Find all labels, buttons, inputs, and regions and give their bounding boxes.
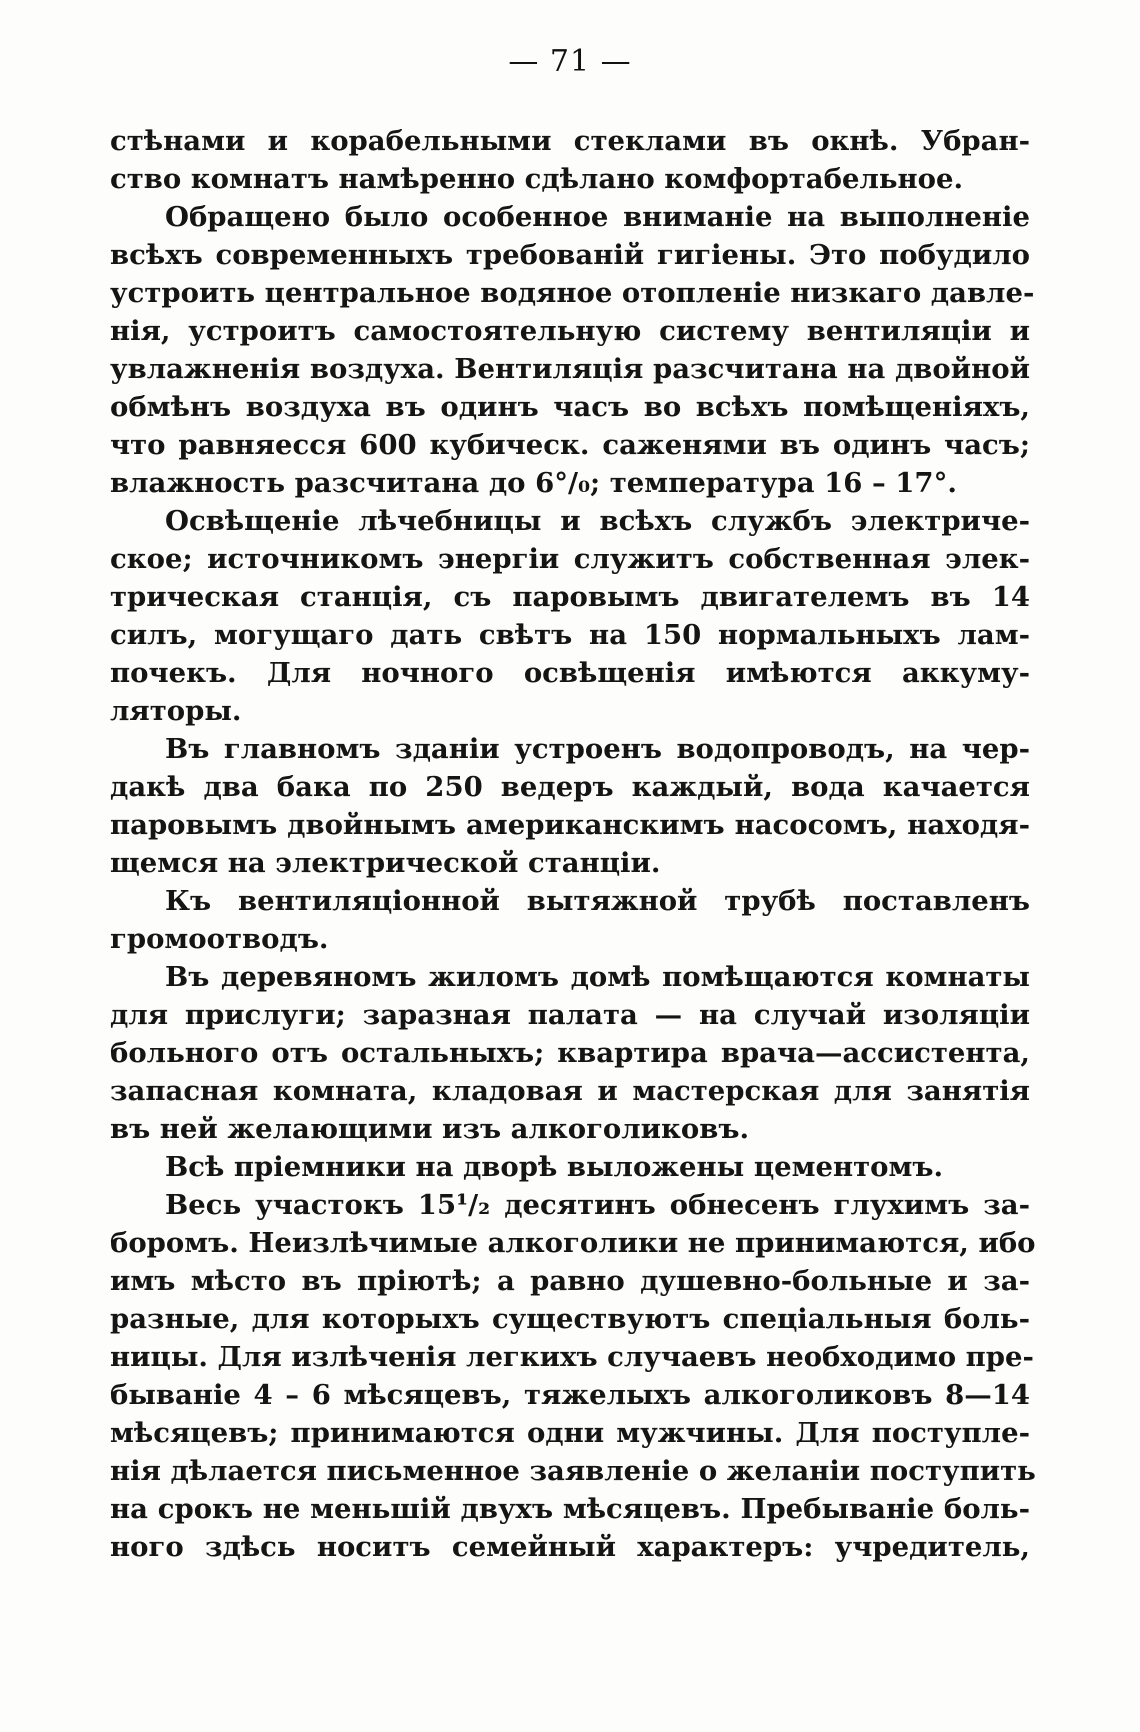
- text-line: мѣсяцевъ; принимаются одни мужчины. Для поступле-: [110, 1417, 1030, 1449]
- text-line: Всѣ пріемники на дворѣ выложены цементомъ.: [165, 1151, 944, 1183]
- text-line: на срокъ не меньшій двухъ мѣсяцевъ. Пребываніе боль-: [110, 1493, 1030, 1525]
- text-line: всѣхъ современныхъ требованій гигіены. Это побудило: [110, 239, 1030, 271]
- text-line: трическая станція, съ паровымъ двигателемъ въ 14: [110, 581, 1030, 613]
- text-line: Весь участокъ 15¹/₂ десятинъ обнесенъ глухимъ за-: [165, 1189, 1030, 1221]
- text-line: увлажненія воздуха. Вентиляція разсчитана на двойной: [110, 353, 1030, 385]
- text-line: щемся на электрической станціи.: [110, 847, 661, 879]
- text-line: обмѣнъ воздуха въ одинъ часъ во всѣхъ помѣщеніяхъ,: [110, 391, 1030, 423]
- body-text: [110, 122, 1036, 1566]
- text-line: запасная комната, кладовая и мастерская для занятія: [110, 1075, 1030, 1107]
- page-number: — 71 —: [508, 44, 632, 79]
- text-line: дакѣ два бака по 250 ведеръ каждый, вода качается: [110, 771, 1030, 803]
- text-line: почекъ. Для ночного освѣщенія имѣются аккуму-: [110, 657, 1030, 689]
- text-line: больного отъ остальныхъ; квартира врача—ассистента,: [110, 1037, 1030, 1069]
- text-line: боромъ. Неизлѣчимые алкоголики не принимаются, ибо: [110, 1227, 1036, 1259]
- text-line: ляторы.: [110, 695, 242, 727]
- text-line: паровымъ двойнымъ американскимъ насосомъ, находя-: [110, 809, 1030, 841]
- text-line: ницы. Для излѣченія легкихъ случаевъ необходимо пре-: [110, 1341, 1034, 1373]
- text-line: въ ней желающими изъ алкоголиковъ.: [110, 1113, 750, 1145]
- text-line: ство комнатъ намѣренно сдѣлано комфортабельное.: [110, 163, 964, 195]
- text-line: Освѣщеніе лѣчебницы и всѣхъ службъ электриче-: [165, 505, 1030, 537]
- text-line: стѣнами и корабельными стеклами въ окнѣ. Убран-: [110, 125, 1030, 157]
- text-line: Обращено было особенное вниманіе на выполненіе: [165, 201, 1030, 233]
- text-line: нія дѣлается письменное заявленіе о желаніи поступить: [110, 1455, 1036, 1487]
- text-line: Въ главномъ зданіи устроенъ водопроводъ, на чер-: [165, 733, 1030, 765]
- text-line: влажность разсчитана до 6°/₀; температура 16 – 17°.: [110, 467, 957, 499]
- text-line: громоотводъ.: [110, 923, 329, 955]
- text-line: Въ деревяномъ жиломъ домѣ помѣщаются комнаты: [165, 961, 1030, 993]
- text-line: для прислуги; заразная палата — на случай изоляціи: [110, 999, 1030, 1031]
- text-line: ного здѣсь носитъ семейный характеръ: учредитель,: [110, 1531, 1030, 1563]
- text-line: разные, для которыхъ существуютъ спеціальныя боль-: [110, 1303, 1030, 1335]
- text-line: Къ вентиляціонной вытяжной трубѣ поставленъ: [165, 885, 1030, 917]
- text-line: нія, устроитъ самостоятельную систему вентиляціи и: [110, 315, 1030, 347]
- text-line: имъ мѣсто въ пріютѣ; а равно душевно-больные и за-: [110, 1265, 1030, 1297]
- text-line: силъ, могущаго дать свѣтъ на 150 нормальныхъ лам-: [110, 619, 1030, 651]
- text-line: устроить центральное водяное отопленіе низкаго давле-: [110, 277, 1035, 309]
- text-line: ское; источникомъ энергіи служитъ собственная элек-: [110, 543, 1030, 575]
- text-line: бываніе 4 – 6 мѣсяцевъ, тяжелыхъ алкоголиковъ 8—14: [110, 1379, 1030, 1411]
- text-line: что равняесся 600 кубическ. саженями въ одинъ часъ;: [110, 429, 1030, 461]
